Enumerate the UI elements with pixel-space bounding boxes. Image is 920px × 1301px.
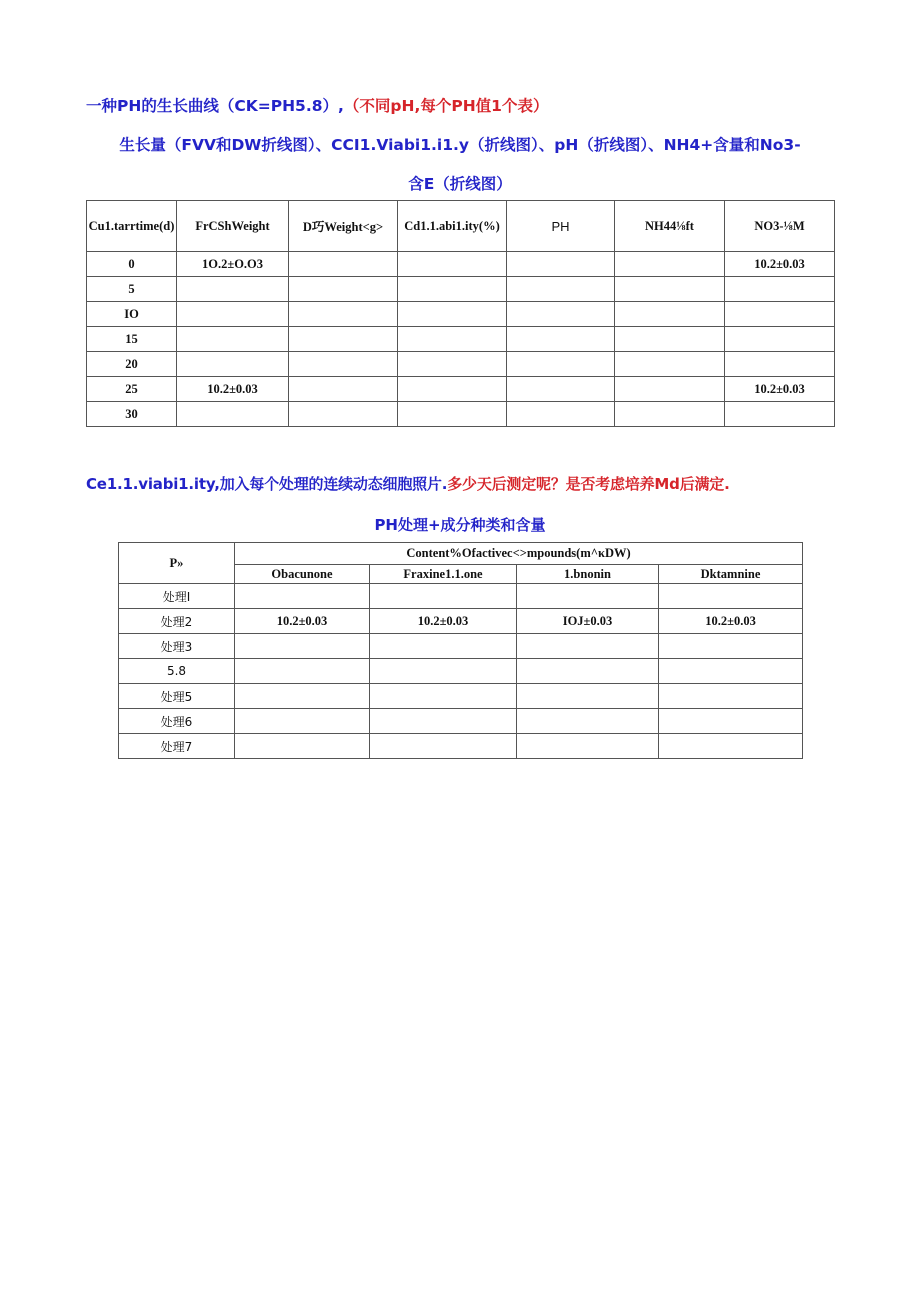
table-row <box>119 659 803 684</box>
table-cell <box>398 377 507 402</box>
table-cell <box>507 252 615 277</box>
table-row <box>119 609 803 634</box>
table-cell <box>725 402 835 427</box>
note-blue: Ce1.1.viabi1.ity,加入每个处理的连续动态细胞照片. <box>86 475 448 493</box>
table-cell <box>507 277 615 302</box>
viability-note <box>86 473 730 494</box>
growth-table-header-row <box>87 201 835 252</box>
table-cell <box>615 402 725 427</box>
table-row <box>87 352 835 377</box>
table-row <box>119 734 803 759</box>
table-cell <box>615 352 725 377</box>
table-cell: 10.2±0.03 <box>235 609 370 634</box>
table-cell <box>398 277 507 302</box>
table-cell: 1O.2±O.O3 <box>177 252 289 277</box>
table-cell <box>517 684 659 709</box>
table-cell <box>507 352 615 377</box>
table-cell <box>370 684 517 709</box>
table-cell: 10.2±0.03 <box>370 609 517 634</box>
table-cell <box>177 302 289 327</box>
table-cell <box>235 684 370 709</box>
time-cell: 30 <box>87 402 177 427</box>
treatment-label: 处理7 <box>119 734 235 759</box>
table-cell: 10.2±0.03 <box>177 377 289 402</box>
time-cell: 15 <box>87 327 177 352</box>
table-cell <box>289 327 398 352</box>
col-header-cell-viability: Cd1.1.abi1.ity(%) <box>398 201 507 252</box>
table-cell <box>370 734 517 759</box>
table-cell <box>370 634 517 659</box>
time-cell: 25 <box>87 377 177 402</box>
table-cell: 10.2±0.03 <box>725 252 835 277</box>
treatment-label: 处理5 <box>119 684 235 709</box>
heading-line1-red: （不同pH,每个PH值1个表） <box>343 97 549 115</box>
table-cell <box>659 684 803 709</box>
subheader-limonin: 1.bnonin <box>517 565 659 584</box>
table-cell <box>725 352 835 377</box>
table-cell <box>177 352 289 377</box>
corner-header: P» <box>119 543 235 584</box>
table-cell <box>615 302 725 327</box>
table-cell <box>177 277 289 302</box>
subheader-dictamnine: Dktamnine <box>659 565 803 584</box>
table-cell <box>235 634 370 659</box>
table-cell <box>370 659 517 684</box>
table-row <box>87 402 835 427</box>
table-cell <box>398 302 507 327</box>
compound-table <box>118 542 803 759</box>
table-row <box>119 634 803 659</box>
treatment-label: 处理2 <box>119 609 235 634</box>
col-header-ph: PH <box>507 201 615 252</box>
time-cell: 20 <box>87 352 177 377</box>
heading-line2: 生长量（FVV和DW折线图）、CCI1.Viabi1.i1.y（折线图）、pH（折线图）、NH4+含量和No3- <box>119 136 801 154</box>
table-cell <box>235 584 370 609</box>
compound-table-group-row <box>119 543 803 565</box>
table-cell <box>235 659 370 684</box>
table-cell <box>725 327 835 352</box>
table-cell <box>659 734 803 759</box>
table-cell <box>659 659 803 684</box>
table-cell <box>370 584 517 609</box>
table-cell <box>507 402 615 427</box>
growth-table <box>86 200 835 427</box>
table-cell <box>235 734 370 759</box>
table-cell <box>659 634 803 659</box>
subheader-obacunone: Obacunone <box>235 565 370 584</box>
subheader-fraxinellone: Fraxine1.1.one <box>370 565 517 584</box>
time-cell: 0 <box>87 252 177 277</box>
col-header-culture-time: Cu1.tarrtime(d) <box>87 201 177 252</box>
table-cell <box>398 327 507 352</box>
heading-line3: 含E（折线图） <box>408 175 512 193</box>
table-cell <box>615 327 725 352</box>
table-cell <box>289 402 398 427</box>
table-cell: 10.2±0.03 <box>725 377 835 402</box>
table-cell: IOJ±0.03 <box>517 609 659 634</box>
table-row <box>119 684 803 709</box>
table-cell <box>615 252 725 277</box>
growth-curve-heading <box>86 94 548 116</box>
heading-line1-blue: 一种PH的生长曲线（CK=PH5.8）, <box>86 97 344 115</box>
col-header-nh4: NH44⅛ft <box>615 201 725 252</box>
note-red: 多少天后测定呢？是否考虑培养Md后满定. <box>447 475 730 493</box>
table-cell <box>289 252 398 277</box>
table-cell <box>289 277 398 302</box>
table-cell: 10.2±0.03 <box>659 609 803 634</box>
table-cell <box>289 377 398 402</box>
table-cell <box>615 277 725 302</box>
table-cell <box>725 277 835 302</box>
table-row <box>87 302 835 327</box>
table-cell <box>517 709 659 734</box>
table-cell <box>177 402 289 427</box>
table-row <box>87 277 835 302</box>
table-cell <box>507 377 615 402</box>
table-row <box>87 327 835 352</box>
table-cell <box>725 302 835 327</box>
table-row <box>119 709 803 734</box>
treatment-label: 处理6 <box>119 709 235 734</box>
table-cell <box>507 327 615 352</box>
table-cell <box>659 584 803 609</box>
table-cell <box>398 352 507 377</box>
table2-title: PH处理+成分种类和含量 <box>374 516 546 534</box>
table-cell <box>615 377 725 402</box>
table-cell <box>517 734 659 759</box>
table-cell <box>517 634 659 659</box>
treatment-label: 5.8 <box>119 659 235 684</box>
table-cell <box>177 327 289 352</box>
col-header-fresh-weight: FrCShWeight <box>177 201 289 252</box>
table-cell <box>659 709 803 734</box>
col-header-dry-weight: D巧Weight<g> <box>289 201 398 252</box>
table-cell <box>517 584 659 609</box>
table-cell <box>398 402 507 427</box>
treatment-label: 处理3 <box>119 634 235 659</box>
content-group-header: Content%Ofactivec<>mpounds(m^κDW) <box>235 543 803 565</box>
table-row <box>119 584 803 609</box>
table-cell <box>289 352 398 377</box>
treatment-label: 处理I <box>119 584 235 609</box>
table-cell <box>235 709 370 734</box>
table-cell <box>398 252 507 277</box>
table-cell <box>289 302 398 327</box>
table-row <box>87 252 835 277</box>
table-cell <box>507 302 615 327</box>
table-cell <box>370 709 517 734</box>
col-header-no3: NO3-⅛M <box>725 201 835 252</box>
time-cell: 5 <box>87 277 177 302</box>
table-row <box>87 377 835 402</box>
time-cell: IO <box>87 302 177 327</box>
table-cell <box>517 659 659 684</box>
